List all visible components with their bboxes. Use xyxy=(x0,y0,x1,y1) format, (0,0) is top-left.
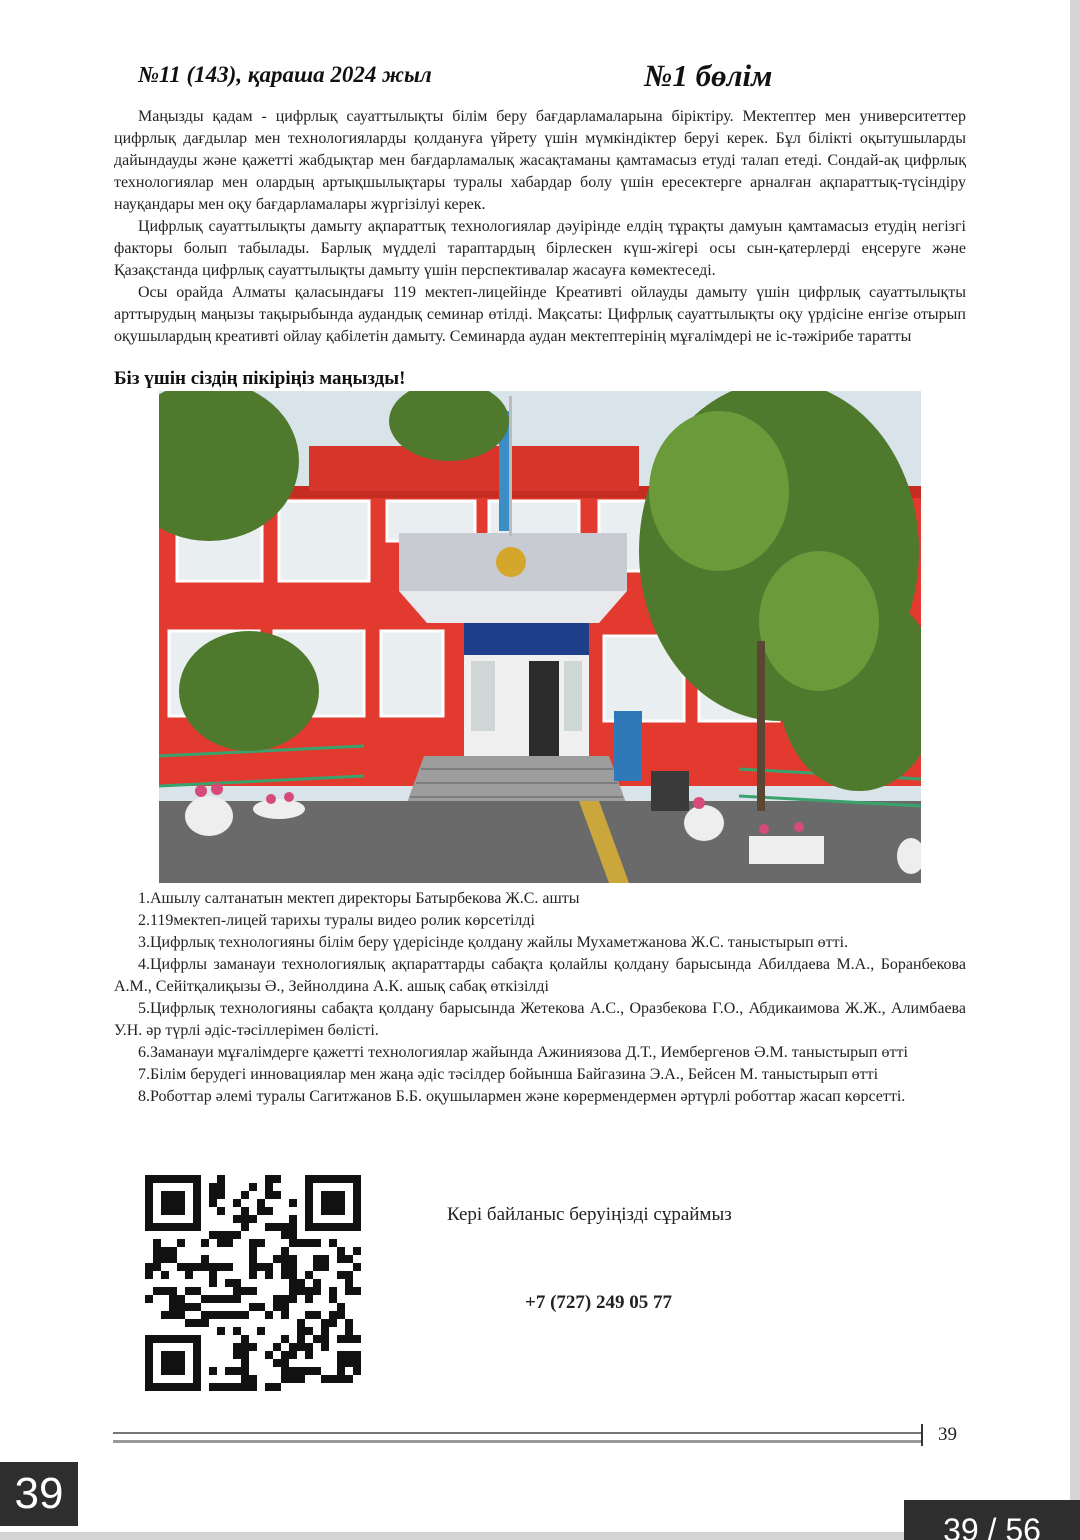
list-item: 1.Ашылу салтанатын мектеп директоры Батырбекова Ж.С. ашты xyxy=(138,890,580,907)
subheading: Біз үшін сіздің пікіріңіз маңызды! xyxy=(114,368,406,389)
paragraph: Осы орайда Алматы қаласындағы 119 мектеп-лицейінде Креативті ойлауды дамыту үшін цифрлық сауаттылықты арттырудың маңызы тақырыбында аудандық семинар өтілді. Мақсаты: Цифрлық сауаттылықты оқу үрдісіне енгізе отырып оқушылардың креативті ойлау қабілетін дамыту. Семинарда аудан мектептерінің мұғалімдері не іс-тәжірибе таратты xyxy=(114,284,966,345)
qr-code-icon[interactable] xyxy=(145,1175,361,1391)
footer-rule xyxy=(113,1432,921,1443)
list-item: 5.Цифрлық технологияны сабақта қолдану барысында Жетекова А.С., Оразбекова Г.О., Абдикаимова Ж.Ж., Алимбаева У.Н. әр түрлі әдіс-тәсіллерімен бөлісті. xyxy=(114,1000,966,1039)
school-photo xyxy=(159,391,921,883)
list-item: 2.119мектеп-лицей тарихы туралы видео ролик көрсетілді xyxy=(138,912,535,929)
list-item: 4.Цифрлы заманауи технологиялық ақпараттарды сабақта қолайлы қолдану барысында Абилдаева М.А., Боранбекова А.М., Сейітқалиқызы Ә., Зейнолдина А.К. ашық сабақ өткізілді xyxy=(114,956,966,995)
issue-header: №11 (143), қараша 2024 жыл xyxy=(138,62,432,87)
section-header: №1 бөлім xyxy=(644,58,773,93)
paragraph: Маңызды қадам - цифрлық сауаттылықты білім беру бағдарламаларына біріктіру. Мектептер мен университеттер цифрлық дағдылар мен технологияларды қолдануға үйрету үшін мүмкіндіктер беруі керек. Бұл білікті оқытушыларды дайындауды және қажетті жабдықтар мен бағдарламалық жасақтаманы қамтамасыз етуді талап етеді. Сондай-ақ цифрлық технологиялар мен олардың артықшылықтары туралы хабардар болу үшін ересектерге арналған ақпараттық-түсіндіру науқандары мен оқу бағдарламалары жүргізілуі керек. xyxy=(114,108,966,213)
phone-number[interactable]: +7 (727) 249 05 77 xyxy=(525,1292,672,1313)
list-item: 3.Цифрлық технологияны білім беру үдерісінде қолдану жайлы Мухаметжанова Ж.С. таныстырып өтті. xyxy=(138,934,849,951)
footer-rule-tick xyxy=(921,1424,923,1446)
list-item: 8.Роботтар әлемі туралы Сагитжанов Б.Б. оқушылармен және көрермендермен әртүрлі роботтар жасап көрсетті. xyxy=(138,1088,906,1105)
sidebar-page-badge[interactable]: 39 xyxy=(0,1462,78,1526)
paragraph: Цифрлық сауаттылықты дамыту ақпараттық технологиялар дәуірінде елдің тұрақты дамуын қамтамасыз етудің негізгі факторы болып табылады. Барлық мүдделі тараптардың бірлескен күш-жігері осы сын-қатерлерді еңсеруге және Қазақстанда цифрлық сауаттылықты дамыту үшін перспективалар жасауға көмектеседі. xyxy=(114,218,966,279)
page-number: 39 xyxy=(938,1424,957,1445)
feedback-request: Кері байланыс беруіңізді сұраймыз xyxy=(447,1204,732,1225)
list-item: 6.Заманауи мұғалімдерге қажетті технологиялар жайында Ажиниязова Д.Т., Иембергенов Ә.М. таныстырып өтті xyxy=(138,1044,908,1061)
flag-icon xyxy=(509,396,512,536)
list-item: 7.Білім берудегі инновациялар мен жаңа әдіс тәсілдер бойынша Байгазина Э.А., Бейсен М. таныстырып өтті xyxy=(138,1066,879,1083)
article-body xyxy=(114,106,966,348)
program-list xyxy=(114,888,966,1108)
page-indicator: 39 / 56 xyxy=(904,1500,1080,1540)
emblem-icon xyxy=(496,547,526,577)
